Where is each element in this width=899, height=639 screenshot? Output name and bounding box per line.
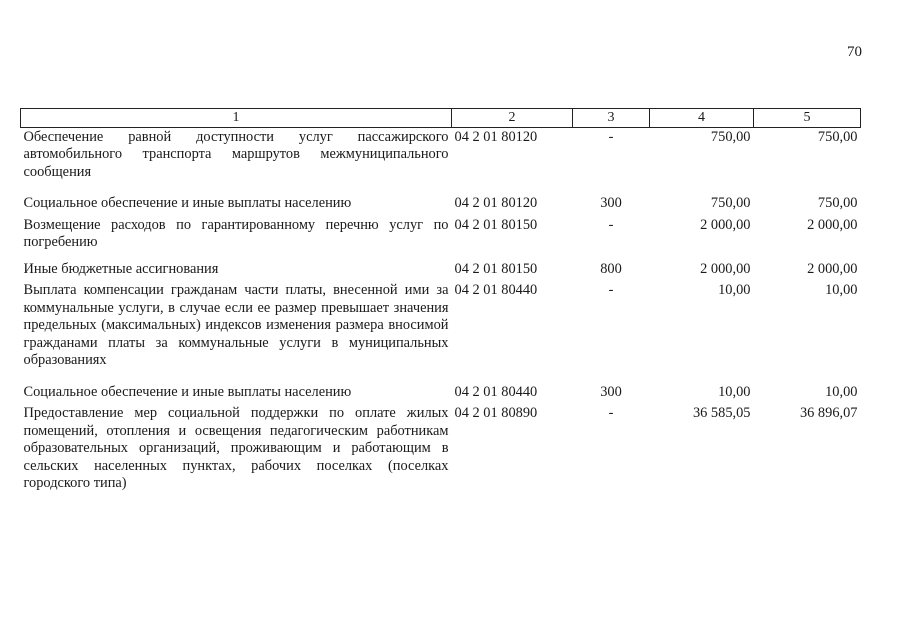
row-name: Социальное обеспечение и иные выплаты населению [23,383,352,400]
row-sum2: 10,00 [825,282,858,298]
row-name: Обеспечение равной доступности услуг пассажирского автомобильного транспорта маршрутов межмуниципального сообщения [23,128,449,180]
table-row [21,405,861,502]
row-sum2: 10,00 [825,383,858,400]
row-name: Иные бюджетные ассигнования [23,260,219,277]
row-type: - [608,128,614,145]
table-row [21,217,861,261]
column-header-sum2: 5 [754,109,861,128]
row-code: 04 2 01 80120 [454,195,538,211]
table-row [21,127,861,195]
row-sum2: 750,00 [817,195,858,211]
row-name: Предоставление мер социальной поддержки по оплате жилых помещений, отопления и освещения педагогическим работникам образовательных организаций, проживающим и работающим в сельских населенных пунктах, рабочих поселках (поселках городского типа) [23,405,449,491]
row-code: 04 2 01 80440 [454,383,538,400]
column-header-sum1: 4 [650,109,754,128]
row-name: Выплата компенсации гражданам части платы, внесенной ими за коммунальные услуги, в случае если ее размер превышает значения предельных (максимальных) индексов изменения размера вносимой гражданами платы за коммунальные услуги в муниципальных образованиях [23,282,449,368]
table-row [21,384,861,406]
column-header-code: 2 [452,109,573,128]
row-code: 04 2 01 80440 [454,282,538,298]
table-row [21,282,861,384]
row-sum1: 10,00 [718,282,751,298]
row-type: 800 [600,260,622,277]
table-header-row [21,109,861,128]
row-name: Социальное обеспечение и иные выплаты населению [23,195,352,211]
row-code: 04 2 01 80150 [454,216,538,233]
row-type: 300 [600,383,622,400]
row-name: Возмещение расходов по гарантированному перечню услуг по погребению [23,216,449,250]
row-sum1: 10,00 [718,383,751,400]
budget-table [20,108,861,502]
row-type: - [608,405,614,421]
row-sum1: 2 000,00 [700,216,751,233]
row-code: 04 2 01 80890 [454,405,538,421]
row-type: - [608,216,614,233]
column-header-type: 3 [573,109,650,128]
row-sum2: 2 000,00 [807,260,858,277]
row-sum2: 36 896,07 [799,405,858,421]
row-sum1: 36 585,05 [692,405,751,421]
row-sum1: 750,00 [710,128,751,145]
row-sum1: 750,00 [710,195,751,211]
column-header-name: 1 [21,109,452,128]
table-row [21,195,861,217]
row-sum2: 750,00 [817,128,858,145]
page-number: 70 [847,44,862,60]
row-type: - [608,282,614,298]
row-sum2: 2 000,00 [807,216,858,233]
row-code: 04 2 01 80120 [454,128,538,145]
row-type: 300 [600,195,622,211]
row-sum1: 2 000,00 [700,260,751,277]
row-code: 04 2 01 80150 [454,260,538,277]
table-row [21,261,861,283]
